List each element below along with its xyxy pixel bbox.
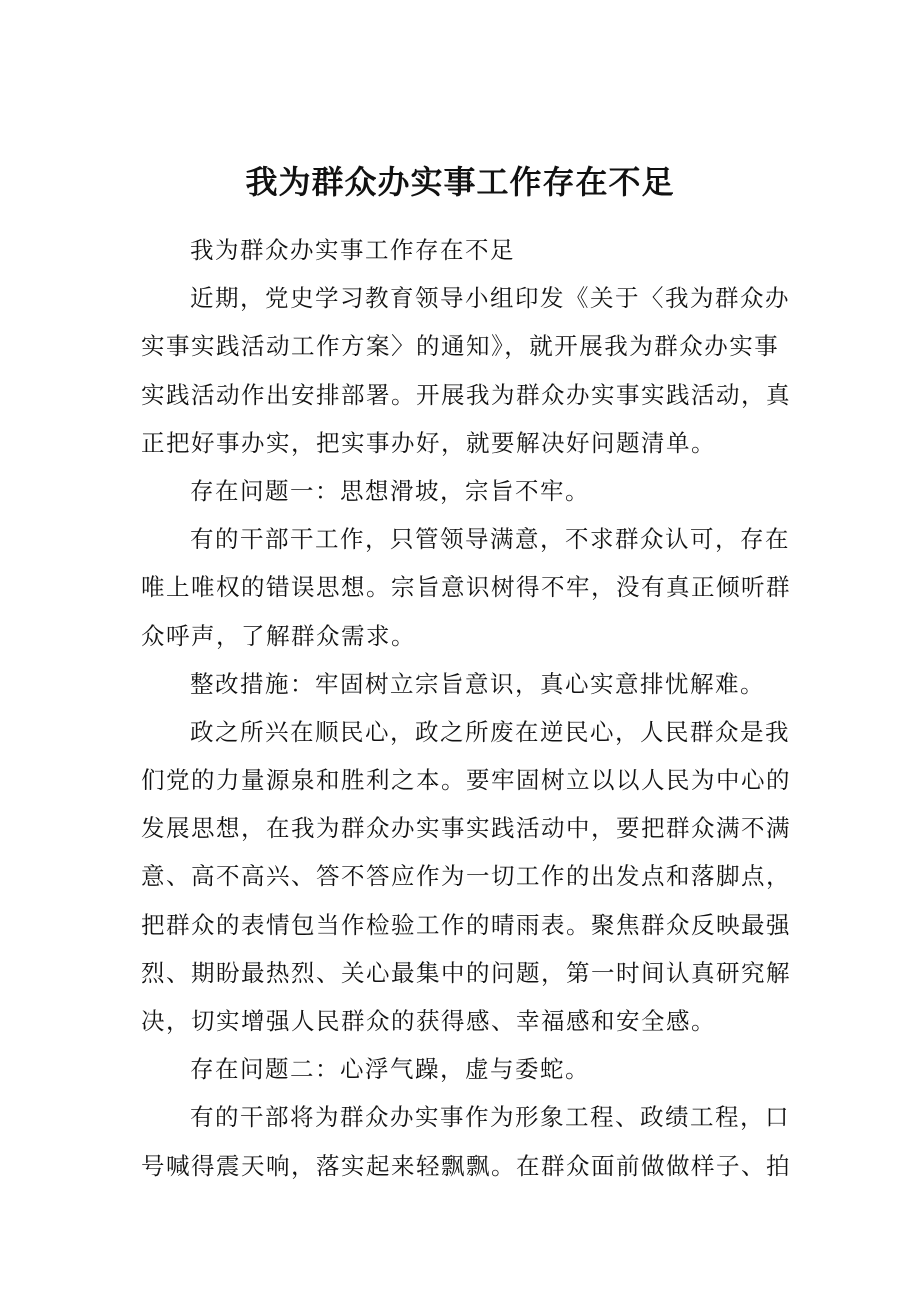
- text-line: 唯上唯权的错误思想。宗旨意识树得不牢，没有真正倾听群: [141, 573, 791, 602]
- text-line: 把群众的表情包当作检验工作的晴雨表。聚焦群众反映最强: [141, 910, 791, 939]
- text-line: 存在问题二：心浮气躁，虚与委蛇。: [190, 1055, 590, 1084]
- document-body: [141, 226, 791, 1190]
- text-line: 有的干部将为群众办实事作为形象工程、政绩工程，口: [190, 1103, 790, 1132]
- text-line: 烈、期盼最热烈、关心最集中的问题，第一时间认真研究解: [141, 958, 791, 987]
- text-line: 存在问题一：思想滑坡，宗旨不牢。: [190, 476, 590, 505]
- document-title: 我为群众办实事工作存在不足: [245, 163, 675, 201]
- text-line: 政之所兴在顺民心，政之所废在逆民心，人民群众是我: [190, 717, 790, 746]
- text-line: 实践活动作出安排部署。开展我为群众办实事实践活动，真: [141, 380, 791, 409]
- text-line: 意、高不高兴、答不答应作为一切工作的出发点和落脚点，: [141, 862, 791, 891]
- text-line: 有的干部干工作，只管领导满意，不求群众认可，存在: [190, 525, 790, 554]
- text-line: 众呼声，了解群众需求。: [141, 621, 416, 650]
- text-line: 实事实践活动工作方案〉的通知》，就开展我为群众办实事: [141, 332, 780, 361]
- text-line: 号喊得震天响，落实起来轻飘飘。在群众面前做做样子、拍: [141, 1151, 791, 1180]
- text-line: 整改措施：牢固树立宗旨意识，真心实意排忧解难。: [190, 669, 765, 698]
- text-line: 我为群众办实事工作存在不足: [190, 236, 515, 264]
- text-line: 正把好事办实，把实事办好，就要解决好问题清单。: [141, 428, 716, 457]
- text-line: 们党的力量源泉和胜利之本。要牢固树立以以人民为中心的: [141, 766, 791, 795]
- text-line: 近期，党史学习教育领导小组印发《关于〈我为群众办: [190, 284, 790, 313]
- text-line: 发展思想，在我为群众办实事实践活动中，要把群众满不满: [141, 814, 791, 843]
- text-line: 决，切实增强人民群众的获得感、幸福感和安全感。: [141, 1007, 716, 1035]
